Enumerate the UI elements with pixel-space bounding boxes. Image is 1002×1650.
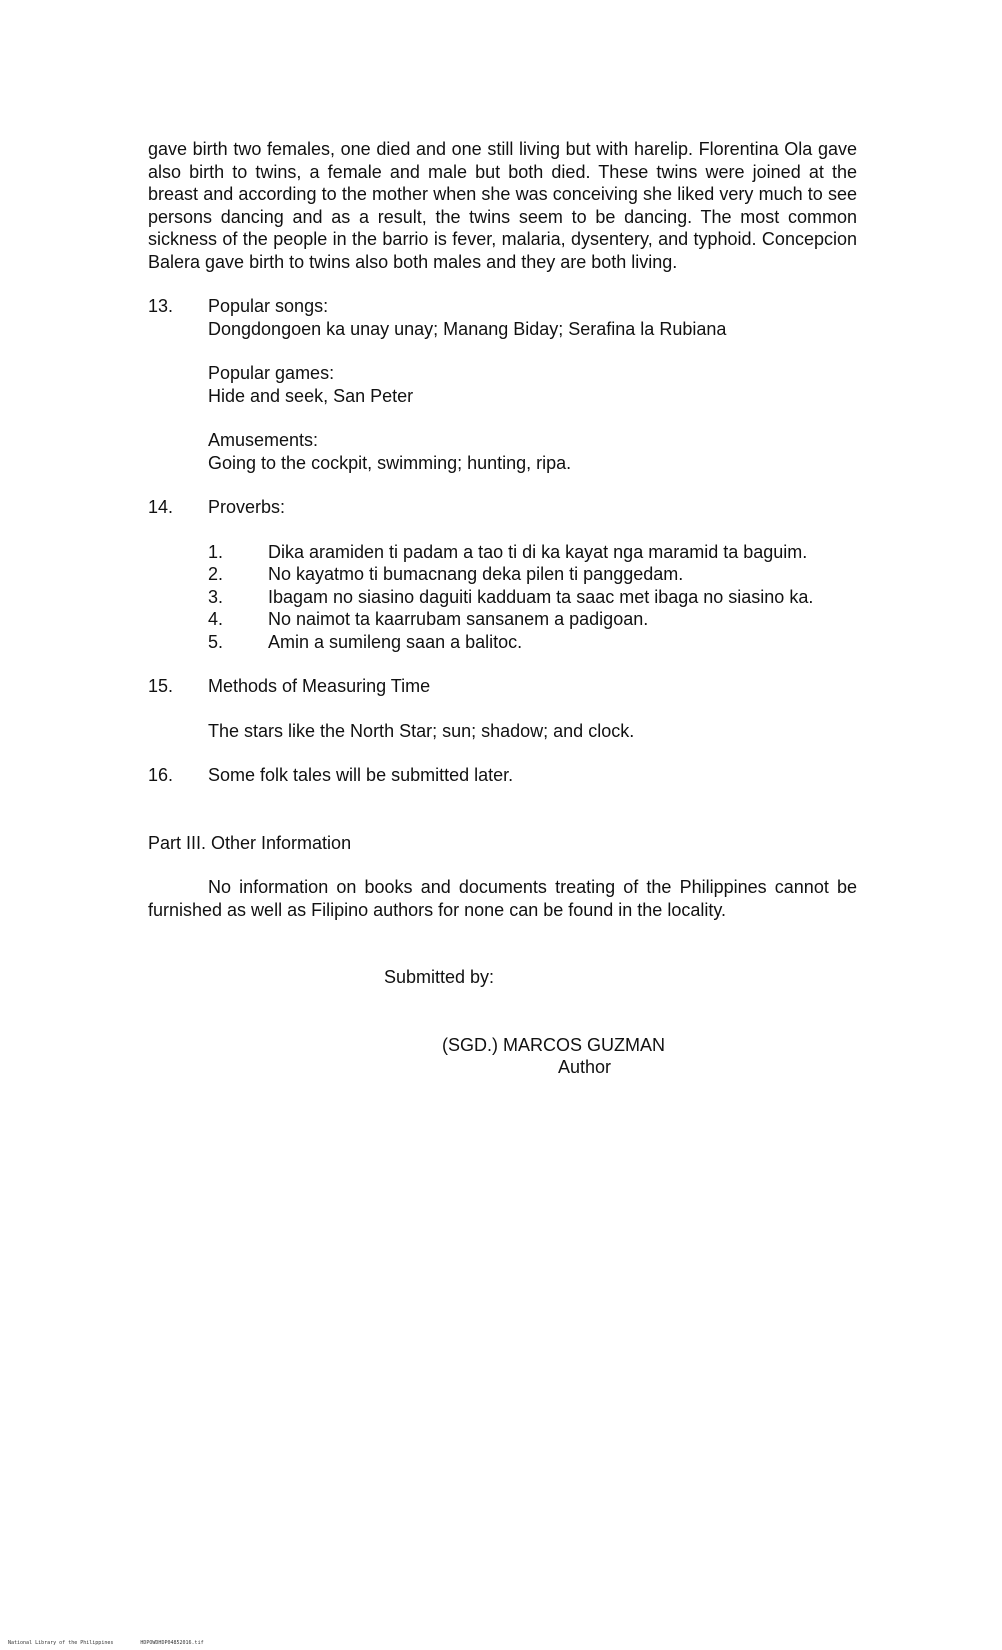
item-14 <box>148 496 857 653</box>
list-item-number: 3. <box>208 586 224 607</box>
list-item-number: 4. <box>208 609 224 629</box>
scan-footer <box>8 1640 228 1646</box>
item-16 <box>148 764 857 787</box>
section-text: Some folk tales will be submitted later. <box>208 765 514 785</box>
part-3-paragraph: No information on books and documents treating of the Philippines cannot be furnished as well as Filipino authors for none can be found in the locality. <box>148 877 857 920</box>
proverb-list <box>208 541 857 654</box>
part-3-heading: Part III. Other Information <box>148 832 352 853</box>
section-heading: Popular games: <box>208 363 335 383</box>
list-item-text: Amin a sumileng saan a balitoc. <box>268 631 523 652</box>
item-15 <box>148 675 857 742</box>
intro-paragraph: gave birth two females, one died and one still living but with harelip. Florentina Ola gave also birth to twins, a female and male but both died. These twins were joined at the breast and according to the mother when she was conceiving she liked very much to see persons dancing and as a result, the twins seem to be dancing. The most common sickness of the people in the barrio is fever, malaria, dysentery, and typhoid. Concepcion Balera gave birth to twins also both males and they are both living. <box>148 139 857 272</box>
popular-games <box>208 362 857 407</box>
section-text: Hide and seek, San Peter <box>208 385 414 406</box>
item-13 <box>148 295 857 474</box>
signature-block <box>148 1034 857 1079</box>
list-item-number: 1. <box>208 541 224 562</box>
section-heading: Amusements: <box>208 430 319 450</box>
item-number: 13. <box>148 296 174 316</box>
list-item-text: No naimot ta kaarrubam sansanem a padigoan. <box>268 609 649 629</box>
footer-file-id: HDPOWDHDP04852016.tif <box>140 1640 204 1646</box>
section-text: The stars like the North Star; sun; shadow; and clock. <box>208 720 635 741</box>
item-number: 14. <box>148 497 174 517</box>
list-item <box>208 563 857 586</box>
list-item <box>208 586 857 609</box>
section-text: Going to the cockpit, swimming; hunting, ripa. <box>208 452 572 473</box>
list-item-text: Ibagam no siasino daguiti kadduam ta saac met ibaga no siasino ka. <box>268 586 814 607</box>
item-number: 16. <box>148 765 174 785</box>
signature-name: (SGD.) MARCOS GUZMAN <box>442 1034 665 1055</box>
section-heading: Proverbs: <box>208 497 286 517</box>
popular-songs <box>208 295 857 340</box>
footer-library: National Library of the Philippines <box>8 1640 114 1646</box>
list-item <box>208 541 857 564</box>
section-text: Dongdongoen ka unay unay; Manang Biday; Serafina la Rubiana <box>208 318 727 339</box>
document-page <box>148 138 857 1079</box>
list-item-text: Dika aramiden ti padam a tao ti di ka kayat nga maramid ta baguim. <box>268 541 808 562</box>
submitted-by-label: Submitted by: <box>384 967 495 987</box>
list-item-number: 2. <box>208 564 224 584</box>
section-heading: Popular songs: <box>208 296 329 316</box>
list-item <box>208 631 857 654</box>
amusements <box>208 429 857 474</box>
signature-role: Author <box>558 1057 612 1077</box>
item-number: 15. <box>148 676 174 696</box>
list-item-text: No kayatmo ti bumacnang deka pilen ti panggedam. <box>268 564 684 584</box>
section-heading: Methods of Measuring Time <box>208 676 431 696</box>
list-item-number: 5. <box>208 631 224 652</box>
list-item <box>208 608 857 631</box>
